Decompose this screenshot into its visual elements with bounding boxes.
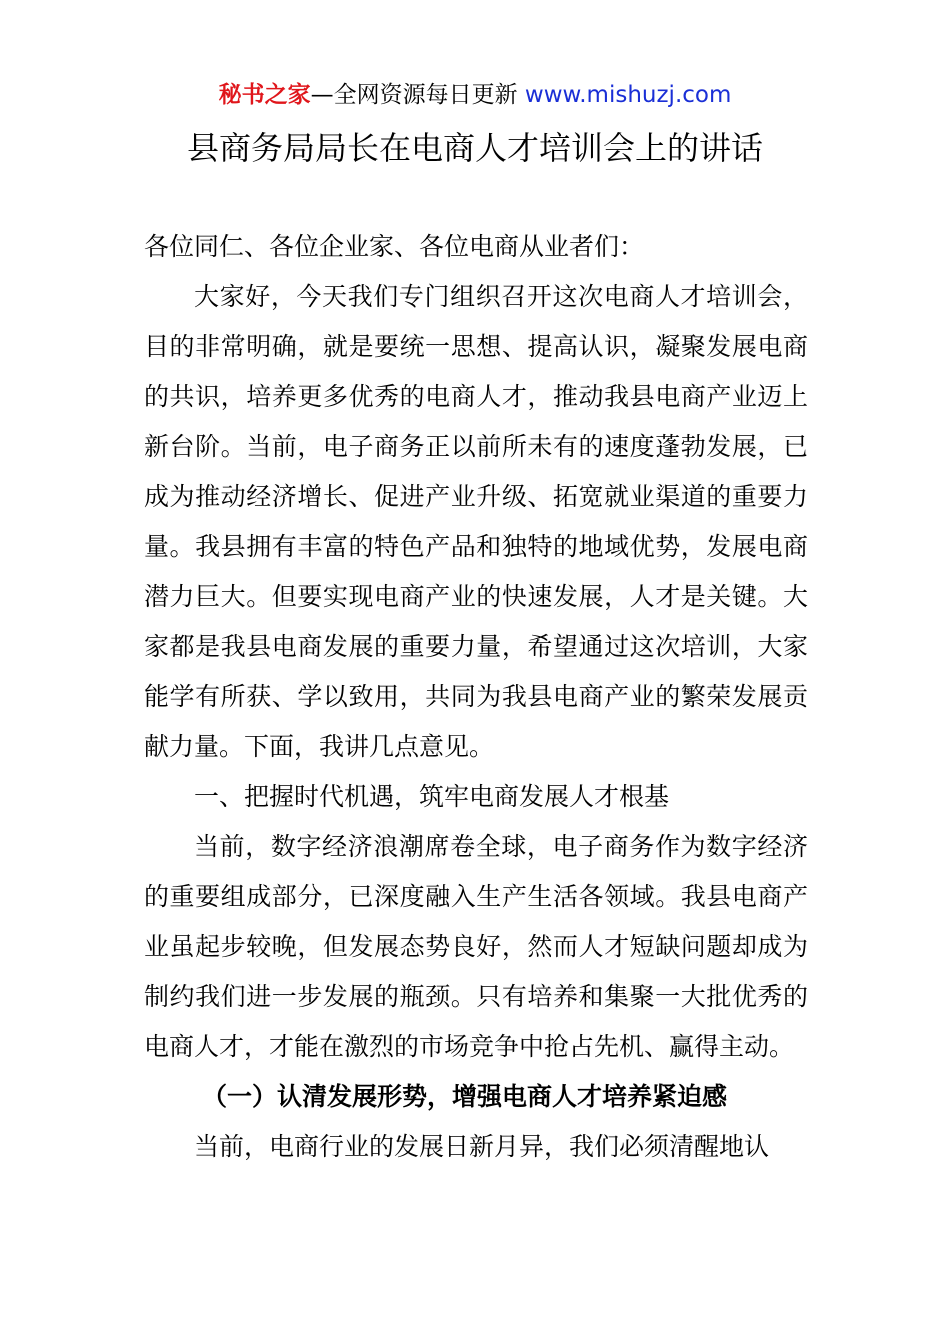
section-heading-1: 一、把握时代机遇，筑牢电商发展人才根基 bbox=[194, 782, 670, 811]
site-url-link[interactable]: www.mishuzj.com bbox=[524, 82, 732, 108]
document-body bbox=[144, 222, 808, 1172]
document-title: 县商务局局长在电商人才培训会上的讲话 bbox=[186, 129, 763, 167]
paragraph-3: 当前，电商行业的发展日新月异，我们必须清醒地认 bbox=[194, 1132, 770, 1161]
subsection-heading-1: （一）认清发展形势，增强电商人才培养紧迫感 bbox=[202, 1082, 728, 1111]
paragraph-1: 大家好，今天我们专门组织召开这次电商人才培训会，目的非常明确，就是要统一思想、提高认识，凝聚发展电商的共识，培养更多优秀的电商人才，推动我县电商产业迈上新台阶。当前，电子商务正以前所未有的速度蓬勃发展，已成为推动经济增长、促进产业升级、拓宽就业渠道的重要力量。我县拥有丰富的特色产品和独特的地域优势，发展电商潜力巨大。但要实现电商产业的快速发展，人才是关键。大家都是我县电商发展的重要力量，希望通过这次培训，大家能学有所获、学以致用，共同为我县电商产业的繁荣发展贡献力量。下面，我讲几点意见。 bbox=[144, 282, 808, 761]
salutation: 各位同仁、各位企业家、各位电商从业者们： bbox=[144, 232, 645, 261]
paragraph-2: 当前，数字经济浪潮席卷全球，电子商务作为数字经济的重要组成部分，已深度融入生产生活各领域。我县电商产业虽起步较晚，但发展态势良好，然而人才短缺问题却成为制约我们进一步发展的瓶颈。只有培养和集聚一大批优秀的电商人才，才能在激烈的市场竞争中抢占先机、赢得主动。 bbox=[144, 832, 808, 1061]
site-brand: 秘书之家 bbox=[218, 82, 311, 108]
site-slogan: —全网资源每日更新 bbox=[310, 82, 525, 108]
site-header bbox=[0, 78, 950, 112]
